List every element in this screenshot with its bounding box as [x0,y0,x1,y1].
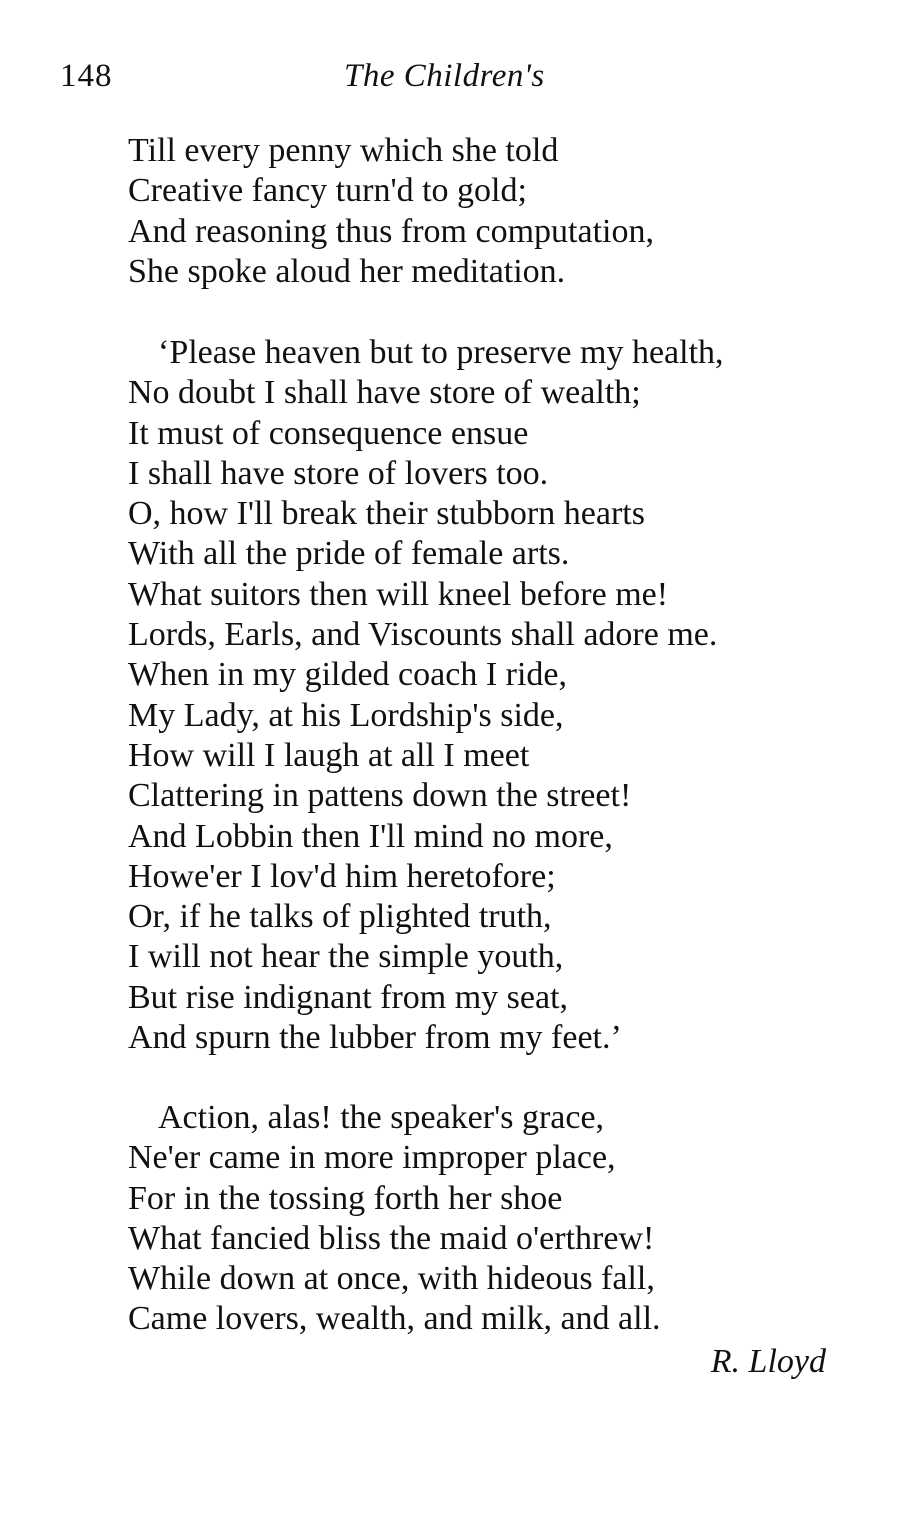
poem-line: O, how I'll break their stubborn hearts [128,495,645,533]
poem-line: But rise indignant from my seat, [128,978,569,1016]
poem-line: What fancied bliss the maid o'erthrew! [128,1219,655,1257]
poem-line: And spurn the lubber from my feet.’ [128,1019,622,1057]
poem-line: And reasoning thus from computation, [128,212,654,250]
poem-line: Lords, Earls, and Viscounts shall adore me. [128,616,718,654]
stanza-3 [128,1098,661,1340]
poem-line: My Lady, at his Lordship's side, [128,696,564,734]
poem-line: Creative fancy turn'd to gold; [128,172,527,210]
poem-line: How will I laugh at all I meet [128,736,530,774]
poem-line: Or, if he talks of plighted truth, [128,898,552,936]
poem-line: With all the pride of female arts. [128,535,570,573]
poem-line: When in my gilded coach I ride, [128,656,568,694]
poem-line: I shall have store of lovers too. [128,454,549,492]
poem-line: Action, alas! the speaker's grace, [158,1099,605,1136]
poem-line: Clattering in pattens down the street! [128,777,632,815]
poem-line: No doubt I shall have store of wealth; [128,374,641,412]
poem-line: It must of consequence ensue [128,414,529,452]
running-title: The Children's [344,58,545,94]
page-number: 148 [60,58,113,94]
poem-line: ‘Please heaven but to preserve my health, [158,334,724,371]
poem-line: While down at once, with hideous fall, [128,1260,655,1298]
stanza-2 [128,333,724,1058]
poem-line: And Lobbin then I'll mind no more, [128,817,613,855]
author-attribution: R. Lloyd [710,1343,826,1380]
stanza-1 [128,131,654,292]
page-header [0,58,898,102]
poem-line: She spoke aloud her meditation. [128,252,566,290]
poem-line: Came lovers, wealth, and milk, and all. [128,1300,661,1338]
poem-line: What suitors then will kneel before me! [128,575,669,613]
poem-line: Ne'er came in more improper place, [128,1139,616,1177]
poem-line: Till every penny which she told [128,132,559,169]
poem-line: For in the tossing forth her shoe [128,1179,563,1217]
poem-line: Howe'er I lov'd him heretofore; [128,857,556,895]
poem-line: I will not hear the simple youth, [128,938,564,976]
